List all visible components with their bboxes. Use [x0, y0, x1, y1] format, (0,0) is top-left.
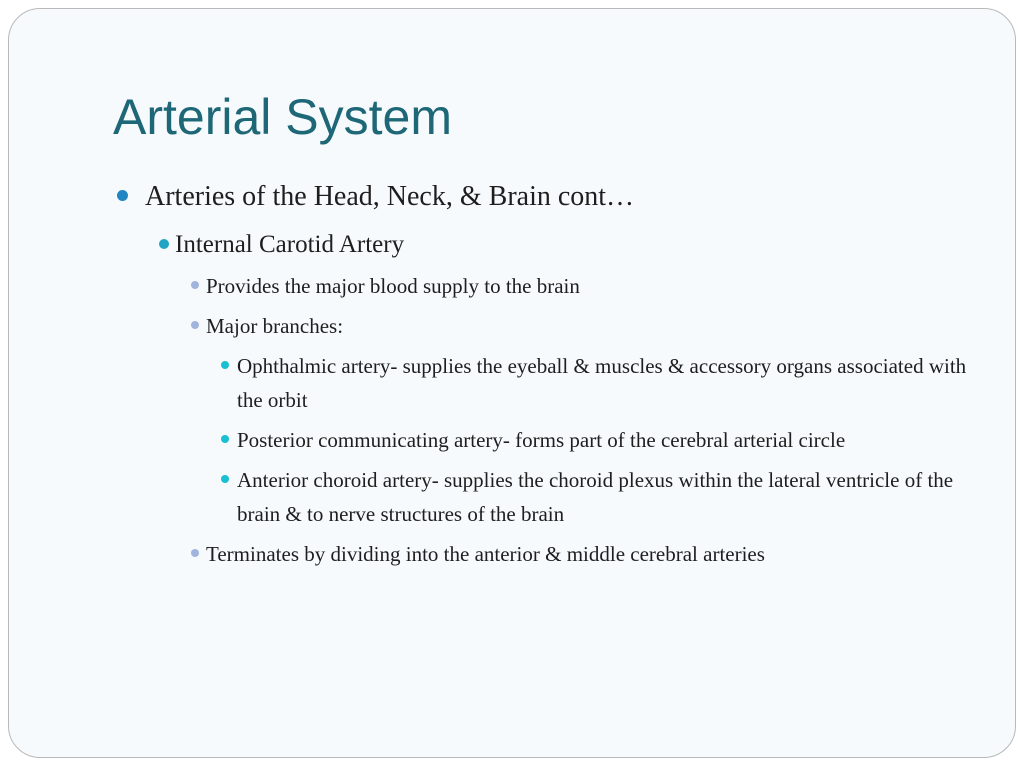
bullet-dot-icon — [221, 361, 229, 369]
bullet-text: Anterior choroid artery- supplies the choroid plexus within the lateral ventricle of the brain & to nerve structures of the brain — [237, 468, 954, 526]
bullet-item — [113, 177, 973, 217]
bullet-dot-icon — [159, 239, 169, 249]
bullet-item — [113, 309, 973, 343]
bullet-text: Arteries of the Head, Neck, & Brain cont… — [145, 181, 635, 212]
bullet-item — [113, 423, 973, 457]
bullet-text: Ophthalmic artery- supplies the eyeball & muscles & accessory organs associated with the orbit — [237, 354, 967, 412]
bullet-item — [113, 537, 973, 571]
bullet-dot-icon — [117, 190, 128, 201]
bullet-item — [113, 227, 973, 263]
bullet-text: Posterior communicating artery- forms part of the cerebral arterial circle — [237, 428, 846, 452]
slide — [8, 8, 1016, 758]
bullet-dot-icon — [221, 435, 229, 443]
bullet-item — [113, 269, 973, 303]
bullet-list — [113, 177, 973, 571]
bullet-text: Provides the major blood supply to the brain — [206, 274, 580, 298]
bullet-dot-icon — [191, 549, 199, 557]
bullet-item — [113, 463, 973, 531]
bullet-item — [113, 349, 973, 417]
bullet-dot-icon — [191, 281, 199, 289]
bullet-dot-icon — [191, 321, 199, 329]
bullet-text: Internal Carotid Artery — [175, 231, 405, 258]
bullet-text: Major branches: — [206, 314, 344, 338]
bullet-dot-icon — [221, 475, 229, 483]
slide-title: Arterial System — [113, 89, 452, 145]
bullet-text: Terminates by dividing into the anterior & middle cerebral arteries — [206, 542, 765, 566]
